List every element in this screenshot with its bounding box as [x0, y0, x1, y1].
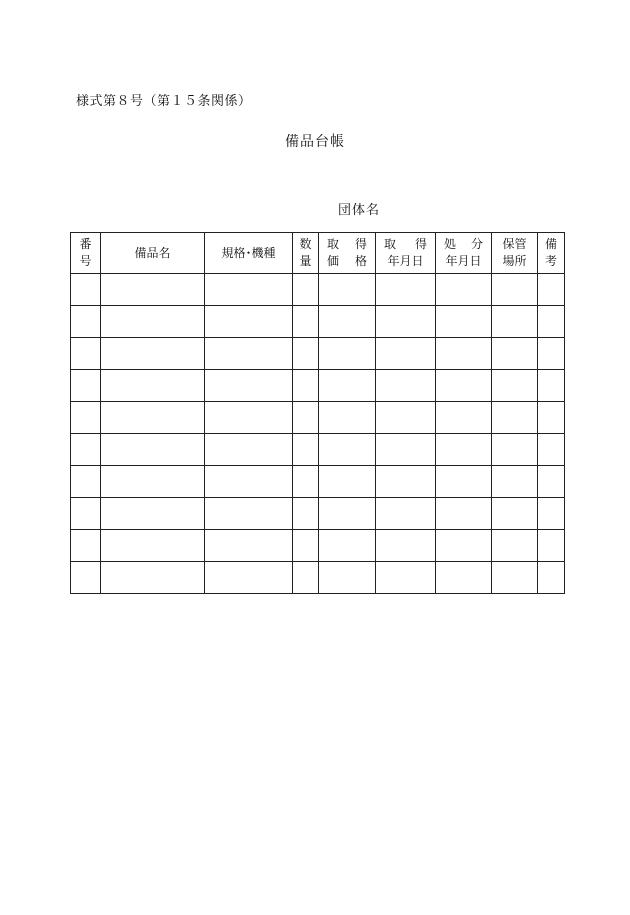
cell-name[interactable]: [101, 498, 205, 530]
cell-remarks[interactable]: [538, 338, 565, 370]
table-row: [71, 274, 565, 306]
cell-spec[interactable]: [205, 402, 293, 434]
cell-spec[interactable]: [205, 434, 293, 466]
form-number: 様式第８号（第１５条関係）: [76, 94, 252, 109]
cell-acq_date[interactable]: [376, 274, 436, 306]
cell-name[interactable]: [101, 274, 205, 306]
table-row: [71, 466, 565, 498]
cell-price[interactable]: [319, 274, 376, 306]
cell-disp_date[interactable]: [436, 274, 492, 306]
cell-acq_date[interactable]: [376, 498, 436, 530]
cell-location[interactable]: [492, 338, 538, 370]
document-title: 備品台帳: [285, 134, 345, 150]
cell-name[interactable]: [101, 306, 205, 338]
cell-no[interactable]: [71, 306, 101, 338]
cell-remarks[interactable]: [538, 562, 565, 594]
cell-qty[interactable]: [293, 402, 319, 434]
cell-no[interactable]: [71, 562, 101, 594]
cell-no[interactable]: [71, 434, 101, 466]
cell-acq_date[interactable]: [376, 434, 436, 466]
cell-location[interactable]: [492, 530, 538, 562]
cell-location[interactable]: [492, 466, 538, 498]
cell-qty[interactable]: [293, 466, 319, 498]
cell-qty[interactable]: [293, 530, 319, 562]
header-storage-location: 保管 場所: [492, 233, 538, 274]
cell-qty[interactable]: [293, 434, 319, 466]
cell-disp_date[interactable]: [436, 466, 492, 498]
cell-no[interactable]: [71, 338, 101, 370]
cell-acq_date[interactable]: [376, 530, 436, 562]
header-acquisition-price: 取 得 価 格: [319, 233, 376, 274]
cell-remarks[interactable]: [538, 498, 565, 530]
cell-spec[interactable]: [205, 274, 293, 306]
header-quantity: 数 量: [293, 233, 319, 274]
cell-location[interactable]: [492, 274, 538, 306]
cell-location[interactable]: [492, 498, 538, 530]
cell-disp_date[interactable]: [436, 370, 492, 402]
cell-price[interactable]: [319, 370, 376, 402]
cell-no[interactable]: [71, 466, 101, 498]
table-row: [71, 562, 565, 594]
cell-no[interactable]: [71, 370, 101, 402]
cell-remarks[interactable]: [538, 466, 565, 498]
cell-location[interactable]: [492, 434, 538, 466]
cell-spec[interactable]: [205, 306, 293, 338]
cell-name[interactable]: [101, 370, 205, 402]
cell-price[interactable]: [319, 498, 376, 530]
header-disposal-date: 処 分 年月日: [436, 233, 492, 274]
cell-acq_date[interactable]: [376, 466, 436, 498]
cell-name[interactable]: [101, 562, 205, 594]
table-row: [71, 306, 565, 338]
cell-spec[interactable]: [205, 338, 293, 370]
cell-qty[interactable]: [293, 274, 319, 306]
cell-remarks[interactable]: [538, 530, 565, 562]
cell-qty[interactable]: [293, 306, 319, 338]
cell-no[interactable]: [71, 274, 101, 306]
cell-spec[interactable]: [205, 530, 293, 562]
header-acquisition-date: 取 得 年月日: [376, 233, 436, 274]
cell-no[interactable]: [71, 498, 101, 530]
cell-location[interactable]: [492, 562, 538, 594]
table-header-row: [71, 233, 565, 274]
header-remarks: 備 考: [538, 233, 565, 274]
cell-remarks[interactable]: [538, 434, 565, 466]
cell-location[interactable]: [492, 306, 538, 338]
cell-name[interactable]: [101, 466, 205, 498]
cell-name[interactable]: [101, 402, 205, 434]
table-row: [71, 530, 565, 562]
equipment-ledger-table: [70, 232, 565, 594]
cell-remarks[interactable]: [538, 402, 565, 434]
cell-no[interactable]: [71, 402, 101, 434]
cell-location[interactable]: [492, 402, 538, 434]
cell-spec[interactable]: [205, 466, 293, 498]
table-row: [71, 434, 565, 466]
cell-name[interactable]: [101, 338, 205, 370]
cell-remarks[interactable]: [538, 274, 565, 306]
cell-price[interactable]: [319, 434, 376, 466]
cell-disp_date[interactable]: [436, 530, 492, 562]
cell-price[interactable]: [319, 562, 376, 594]
cell-qty[interactable]: [293, 338, 319, 370]
cell-price[interactable]: [319, 306, 376, 338]
cell-spec[interactable]: [205, 498, 293, 530]
cell-disp_date[interactable]: [436, 562, 492, 594]
cell-location[interactable]: [492, 370, 538, 402]
cell-price[interactable]: [319, 466, 376, 498]
cell-disp_date[interactable]: [436, 306, 492, 338]
table-row: [71, 370, 565, 402]
cell-spec[interactable]: [205, 370, 293, 402]
table-row: [71, 338, 565, 370]
cell-disp_date[interactable]: [436, 338, 492, 370]
cell-name[interactable]: [101, 530, 205, 562]
cell-price[interactable]: [319, 338, 376, 370]
header-number: 番 号: [71, 233, 101, 274]
cell-qty[interactable]: [293, 562, 319, 594]
cell-acq_date[interactable]: [376, 562, 436, 594]
cell-price[interactable]: [319, 530, 376, 562]
cell-acq_date[interactable]: [376, 306, 436, 338]
table-row: [71, 498, 565, 530]
cell-disp_date[interactable]: [436, 498, 492, 530]
cell-qty[interactable]: [293, 498, 319, 530]
header-item-name: 備品名: [101, 233, 205, 274]
table-body: [71, 274, 565, 594]
cell-price[interactable]: [319, 402, 376, 434]
cell-remarks[interactable]: [538, 306, 565, 338]
cell-disp_date[interactable]: [436, 402, 492, 434]
organization-label: 団体名: [338, 203, 381, 218]
cell-spec[interactable]: [205, 562, 293, 594]
cell-acq_date[interactable]: [376, 338, 436, 370]
header-spec-model: 規格･機種: [205, 233, 293, 274]
table-row: [71, 402, 565, 434]
cell-name[interactable]: [101, 434, 205, 466]
cell-acq_date[interactable]: [376, 402, 436, 434]
cell-qty[interactable]: [293, 370, 319, 402]
cell-acq_date[interactable]: [376, 370, 436, 402]
cell-remarks[interactable]: [538, 370, 565, 402]
cell-disp_date[interactable]: [436, 434, 492, 466]
cell-no[interactable]: [71, 530, 101, 562]
